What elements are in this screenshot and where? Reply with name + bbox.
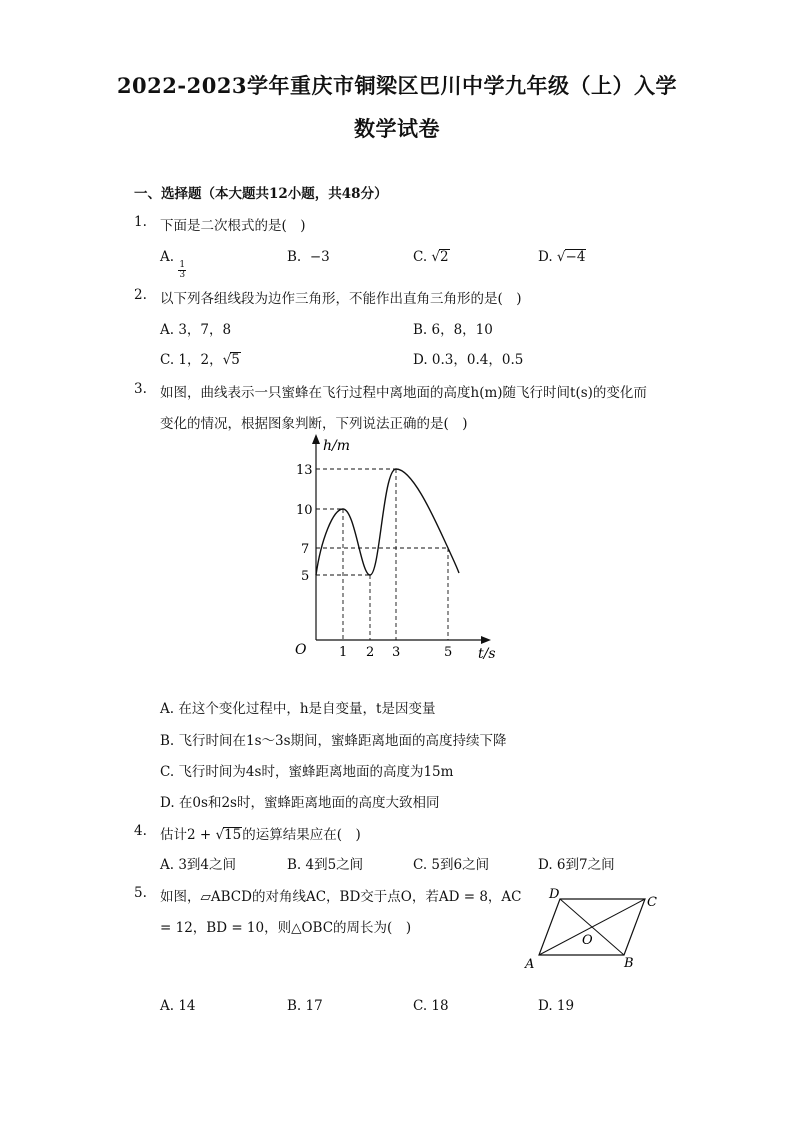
origin-label: O [295, 642, 307, 658]
intersection-label-o: O [582, 933, 593, 948]
q4-stem-suffix: 的运算结果应在( ) [242, 827, 361, 843]
radicand: 15 [224, 827, 242, 843]
q4-stem: 估计2 + √15的运算结果应在( ) [160, 827, 361, 843]
q3-number: 3. [134, 381, 147, 397]
q3-stem-line-1: 如图，曲线表示一只蜜蜂在飞行过程中离地面的高度h(m)随飞行时间t(s)的变化而 [160, 385, 647, 401]
q1-stem: 下面是二次根式的是( ) [160, 218, 306, 234]
x-tick-2: 2 [366, 645, 375, 660]
fraction [178, 261, 186, 280]
x-axis-label: t/s [478, 646, 496, 662]
x-tick-5: 5 [444, 645, 453, 660]
q1-option-a [160, 249, 186, 280]
q1-option-b-value: −3 [309, 249, 330, 265]
q5-parallelogram-figure [520, 882, 670, 972]
q2-option-c-text: C. 1，2， [160, 352, 223, 368]
vertex-label-c: C [647, 895, 657, 910]
fraction-denominator: 3 [179, 270, 186, 280]
vertex-label-b: B [624, 956, 634, 971]
q3-option-b: B. 飞行时间在1s～3s期间，蜜蜂距离地面的高度持续下降 [160, 733, 507, 749]
vertex-label-a: A [525, 957, 535, 972]
radicand: 5 [231, 352, 240, 368]
x-tick-3: 3 [392, 645, 401, 660]
q5-option-b: B. 17 [287, 998, 323, 1014]
q2-number: 2. [134, 287, 147, 303]
q5-option-a: A. 14 [160, 998, 196, 1014]
q1-number: 1. [134, 214, 147, 230]
y-tick-10: 10 [296, 503, 313, 518]
q1-option-d-label: D. [538, 249, 553, 265]
q5-option-d: D. 19 [538, 998, 575, 1014]
section-heading: 一、选择题（本大题共12小题，共48分） [134, 186, 388, 202]
q3-stem-line-2: 变化的情况，根据图象判断，下列说法正确的是( ) [160, 416, 468, 432]
q1-option-c: C. √2 [413, 249, 449, 265]
radicand: −4 [565, 249, 586, 265]
q3-height-time-graph [285, 430, 515, 665]
q2-option-c: C. 1，2，√5 [160, 352, 240, 368]
q4-option-b: B. 4到5之间 [287, 857, 364, 873]
q5-number: 5. [134, 885, 147, 901]
q3-option-c: C. 飞行时间为4s时，蜜蜂距离地面的高度为15m [160, 764, 454, 780]
height-curve [316, 469, 459, 575]
guide-lines [316, 469, 448, 640]
radicand: 2 [440, 249, 449, 265]
y-tick-13: 13 [296, 463, 313, 478]
q3-option-d: D. 在0s和2s时，蜜蜂距离地面的高度大致相同 [160, 795, 440, 811]
y-axis-label: h/m [323, 438, 351, 454]
q3-option-a: A. 在这个变化过程中，h是自变量，t是因变量 [160, 701, 436, 717]
x-tick-1: 1 [339, 645, 348, 660]
q1-option-b [287, 249, 330, 265]
q4-option-d: D. 6到7之间 [538, 857, 615, 873]
y-tick-5: 5 [301, 569, 310, 584]
fraction-numerator: 1 [179, 260, 186, 270]
vertex-label-d: D [549, 887, 560, 902]
q5-option-c: C. 18 [413, 998, 449, 1014]
exam-title-line-1: 2022-2023学年重庆市铜梁区巴川中学九年级（上）入学 [116, 73, 678, 98]
x-axis-arrow [481, 636, 491, 644]
y-tick-7: 7 [301, 542, 310, 557]
q4-option-c: C. 5到6之间 [413, 857, 490, 873]
q4-number: 4. [134, 823, 147, 839]
y-axis-arrow [312, 434, 320, 444]
q1-option-c-label: C. [413, 249, 428, 265]
q4-option-a: A. 3到4之间 [160, 857, 237, 873]
q2-option-d: D. 0.3，0.4，0.5 [413, 352, 524, 368]
q1-option-d: D. √−4 [538, 249, 586, 265]
q5-stem-line-2: = 12，BD = 10，则△OBC的周长为( ) [160, 920, 412, 936]
q4-stem-prefix: 估计2 + [160, 827, 216, 843]
q1-option-a-label: A. [160, 249, 175, 265]
q2-option-b: B. 6，8，10 [413, 322, 493, 338]
q2-stem: 以下列各组线段为边作三角形，不能作出直角三角形的是( ) [160, 291, 522, 307]
q2-option-a: A. 3，7，8 [160, 322, 232, 338]
q1-option-b-label: B. [287, 249, 302, 265]
q5-stem-line-1: 如图，▱ABCD的对角线AC，BD交于点O，若AD = 8，AC [160, 889, 522, 905]
exam-title-line-2: 数学试卷 [354, 116, 440, 141]
